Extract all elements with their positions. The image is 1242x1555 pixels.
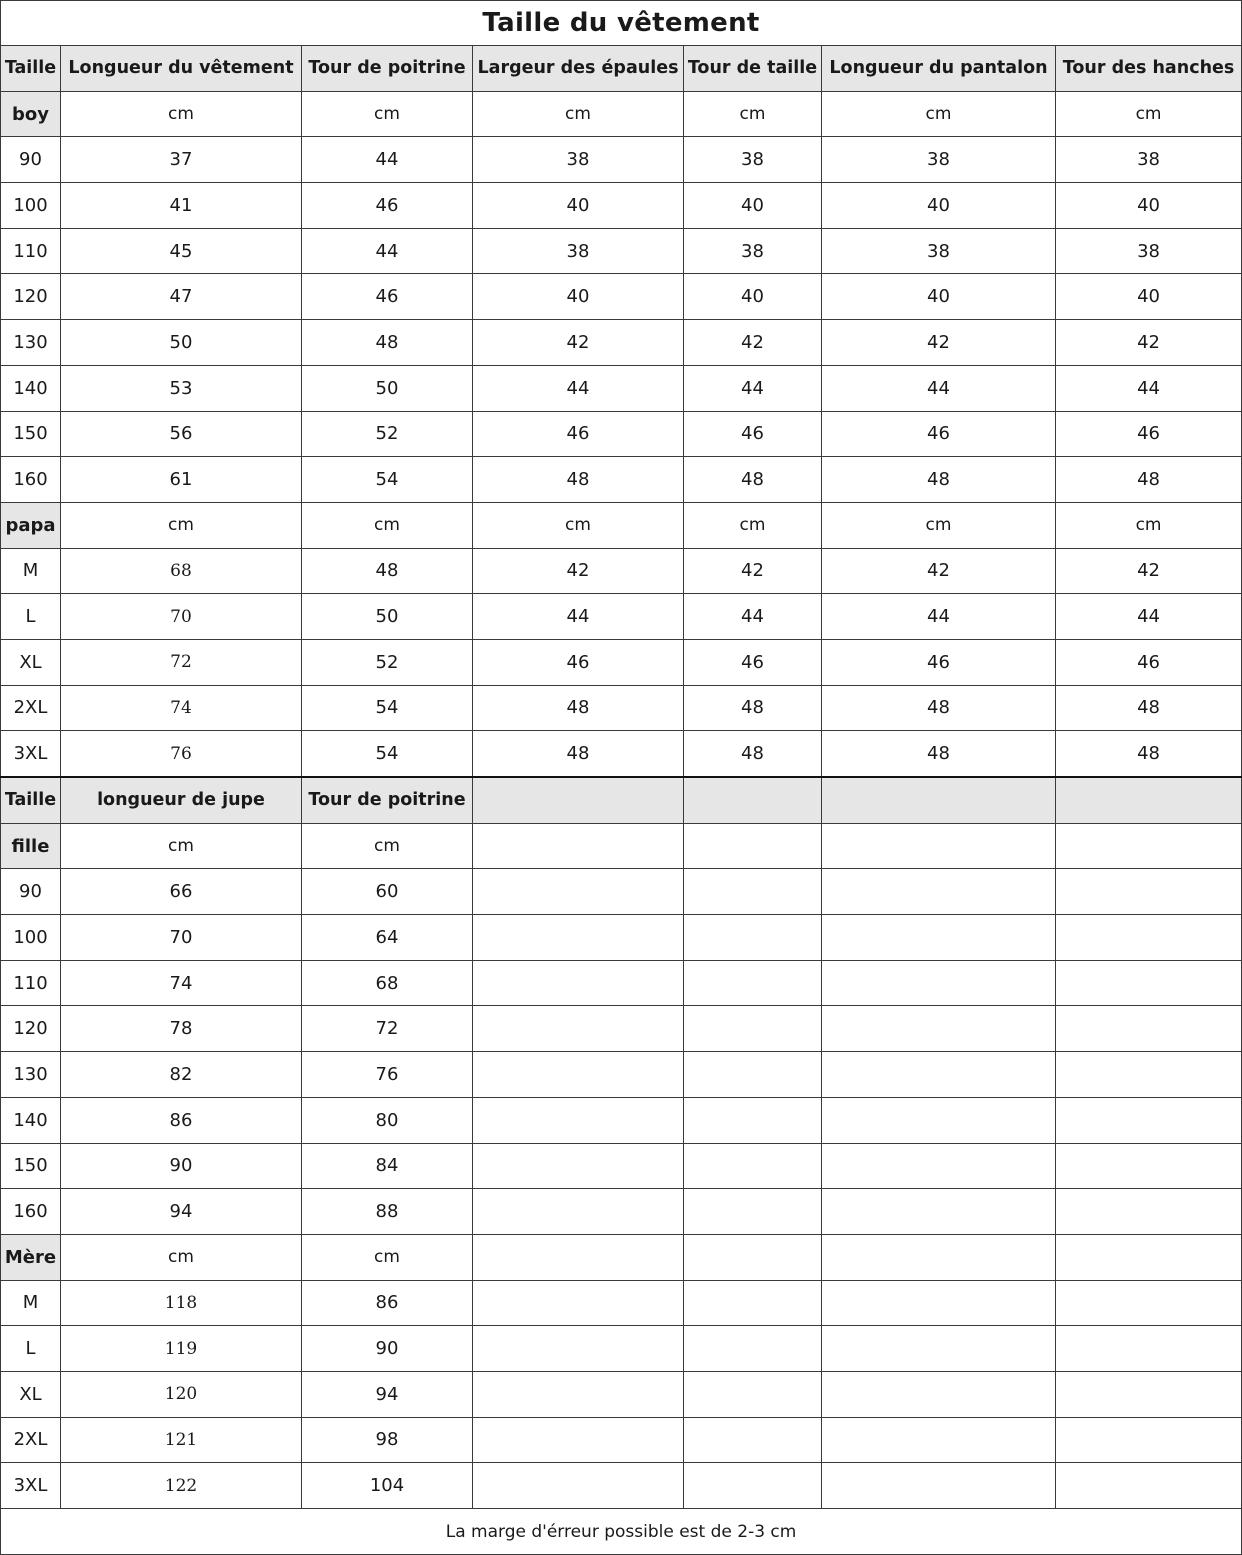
empty-cell — [822, 1326, 1056, 1372]
table-row — [1, 137, 1242, 183]
measurement-cell: 68 — [61, 548, 302, 594]
measurement-cell: 66 — [61, 869, 302, 915]
measurement-cell: 46 — [1056, 639, 1242, 685]
empty-cell — [473, 823, 684, 869]
empty-cell — [1056, 1280, 1242, 1326]
table-row — [1, 1417, 1242, 1463]
measurement-cell: 50 — [302, 594, 473, 640]
unit-cell: cm — [302, 1234, 473, 1280]
measurement-cell: 86 — [61, 1097, 302, 1143]
table-row — [1, 457, 1242, 503]
measurement-cell: 40 — [473, 274, 684, 320]
measurement-cell: 82 — [61, 1052, 302, 1098]
table-row — [1, 960, 1242, 1006]
empty-cell — [473, 1371, 684, 1417]
empty-cell — [1056, 1326, 1242, 1372]
column-header: Largeur des épaules — [473, 46, 684, 92]
empty-cell — [822, 1371, 1056, 1417]
table-row — [1, 228, 1242, 274]
size-cell: 160 — [1, 1189, 61, 1235]
empty-cell — [473, 1280, 684, 1326]
measurement-cell: 86 — [302, 1280, 473, 1326]
measurement-cell: 70 — [61, 594, 302, 640]
measurement-cell: 46 — [684, 639, 822, 685]
table-row — [1, 1097, 1242, 1143]
table-row — [1, 1326, 1242, 1372]
size-cell: 140 — [1, 365, 61, 411]
measurement-cell: 121 — [61, 1417, 302, 1463]
table-row — [1, 594, 1242, 640]
unit-cell: cm — [61, 502, 302, 548]
measurement-cell: 48 — [822, 685, 1056, 731]
measurement-cell: 42 — [1056, 320, 1242, 366]
measurement-cell: 54 — [302, 685, 473, 731]
column-header: longueur de jupe — [61, 777, 302, 823]
measurement-cell: 76 — [61, 731, 302, 777]
measurement-cell: 90 — [61, 1143, 302, 1189]
measurement-cell: 38 — [822, 137, 1056, 183]
column-header: Tour de poitrine — [302, 777, 473, 823]
empty-cell — [473, 915, 684, 961]
measurement-cell: 40 — [684, 274, 822, 320]
unit-cell: cm — [1056, 502, 1242, 548]
empty-cell — [822, 823, 1056, 869]
measurement-cell: 74 — [61, 960, 302, 1006]
measurement-cell: 40 — [473, 183, 684, 229]
table-row — [1, 1463, 1242, 1509]
table-row — [1, 869, 1242, 915]
measurement-cell: 68 — [302, 960, 473, 1006]
empty-cell — [684, 1052, 822, 1098]
size-cell: M — [1, 1280, 61, 1326]
size-cell: L — [1, 594, 61, 640]
unit-cell: cm — [302, 91, 473, 137]
empty-cell — [473, 1417, 684, 1463]
measurement-cell: 48 — [1056, 685, 1242, 731]
empty-cell — [473, 960, 684, 1006]
measurement-cell: 48 — [473, 685, 684, 731]
unit-cell: cm — [302, 823, 473, 869]
table-row — [1, 1371, 1242, 1417]
size-cell: 2XL — [1, 1417, 61, 1463]
measurement-cell: 52 — [302, 639, 473, 685]
empty-cell — [822, 1189, 1056, 1235]
empty-cell — [1056, 915, 1242, 961]
table-row — [1, 183, 1242, 229]
empty-cell — [684, 1006, 822, 1052]
measurement-cell: 42 — [822, 548, 1056, 594]
empty-cell — [822, 915, 1056, 961]
measurement-cell: 44 — [822, 365, 1056, 411]
measurement-cell: 94 — [61, 1189, 302, 1235]
size-cell: 3XL — [1, 731, 61, 777]
measurement-cell: 48 — [473, 457, 684, 503]
measurement-cell: 88 — [302, 1189, 473, 1235]
measurement-cell: 118 — [61, 1280, 302, 1326]
empty-header-cell — [822, 777, 1056, 823]
empty-header-cell — [684, 777, 822, 823]
measurement-cell: 46 — [473, 639, 684, 685]
measurement-cell: 61 — [61, 457, 302, 503]
empty-cell — [684, 869, 822, 915]
measurement-cell: 48 — [684, 731, 822, 777]
footer-row — [1, 1509, 1242, 1555]
empty-cell — [684, 1280, 822, 1326]
empty-cell — [684, 915, 822, 961]
size-cell: L — [1, 1326, 61, 1372]
table-row — [1, 1143, 1242, 1189]
measurement-cell: 44 — [473, 365, 684, 411]
measurement-cell: 38 — [473, 137, 684, 183]
measurement-cell: 72 — [61, 639, 302, 685]
measurement-cell: 38 — [822, 228, 1056, 274]
measurement-cell: 42 — [473, 548, 684, 594]
measurement-cell: 78 — [61, 1006, 302, 1052]
measurement-cell: 44 — [1056, 594, 1242, 640]
size-cell: 150 — [1, 411, 61, 457]
empty-cell — [684, 960, 822, 1006]
empty-cell — [684, 1234, 822, 1280]
size-cell: 160 — [1, 457, 61, 503]
column-header: Longueur du vêtement — [61, 46, 302, 92]
measurement-cell: 38 — [684, 137, 822, 183]
empty-cell — [473, 1006, 684, 1052]
table-row — [1, 1280, 1242, 1326]
size-cell: 3XL — [1, 1463, 61, 1509]
measurement-cell: 119 — [61, 1326, 302, 1372]
measurement-cell: 48 — [473, 731, 684, 777]
size-cell: 120 — [1, 274, 61, 320]
empty-cell — [473, 1189, 684, 1235]
size-cell: 100 — [1, 183, 61, 229]
measurement-cell: 46 — [822, 639, 1056, 685]
column-header: Tour de taille — [684, 46, 822, 92]
size-cell: 110 — [1, 960, 61, 1006]
size-cell: 110 — [1, 228, 61, 274]
measurement-cell: 54 — [302, 457, 473, 503]
table-row — [1, 411, 1242, 457]
measurement-cell: 52 — [302, 411, 473, 457]
table-row — [1, 731, 1242, 777]
measurement-cell: 48 — [1056, 731, 1242, 777]
empty-cell — [473, 1234, 684, 1280]
empty-cell — [1056, 1097, 1242, 1143]
table-row — [1, 639, 1242, 685]
empty-cell — [1056, 1189, 1242, 1235]
measurement-cell: 38 — [1056, 137, 1242, 183]
empty-cell — [822, 1417, 1056, 1463]
table-row — [1, 548, 1242, 594]
size-table-body — [1, 1, 1242, 1555]
measurement-cell: 46 — [684, 411, 822, 457]
measurement-cell: 44 — [302, 228, 473, 274]
size-cell: 140 — [1, 1097, 61, 1143]
measurement-cell: 48 — [302, 320, 473, 366]
measurement-cell: 44 — [1056, 365, 1242, 411]
measurement-cell: 48 — [1056, 457, 1242, 503]
section-label: boy — [1, 91, 61, 137]
measurement-cell: 90 — [302, 1326, 473, 1372]
table-row — [1, 274, 1242, 320]
unit-cell: cm — [61, 823, 302, 869]
empty-cell — [1056, 1006, 1242, 1052]
measurement-cell: 46 — [822, 411, 1056, 457]
table-row — [1, 685, 1242, 731]
empty-cell — [473, 869, 684, 915]
measurement-cell: 42 — [684, 548, 822, 594]
measurement-cell: 53 — [61, 365, 302, 411]
empty-cell — [684, 1189, 822, 1235]
column-header: Longueur du pantalon — [822, 46, 1056, 92]
measurement-cell: 94 — [302, 1371, 473, 1417]
unit-cell: cm — [684, 502, 822, 548]
size-cell: 90 — [1, 869, 61, 915]
measurement-cell: 41 — [61, 183, 302, 229]
measurement-cell: 48 — [822, 457, 1056, 503]
empty-cell — [822, 1234, 1056, 1280]
empty-cell — [684, 1097, 822, 1143]
section-units-row — [1, 823, 1242, 869]
measurement-cell: 80 — [302, 1097, 473, 1143]
empty-cell — [1056, 1417, 1242, 1463]
measurement-cell: 48 — [684, 685, 822, 731]
section-units-row — [1, 91, 1242, 137]
measurement-cell: 54 — [302, 731, 473, 777]
measurement-cell: 44 — [302, 137, 473, 183]
measurement-cell: 48 — [822, 731, 1056, 777]
section-label: papa — [1, 502, 61, 548]
size-cell: 150 — [1, 1143, 61, 1189]
empty-cell — [822, 1006, 1056, 1052]
unit-cell: cm — [822, 502, 1056, 548]
table-row — [1, 1189, 1242, 1235]
measurement-cell: 40 — [1056, 183, 1242, 229]
measurement-cell: 40 — [684, 183, 822, 229]
unit-cell: cm — [473, 91, 684, 137]
empty-cell — [684, 823, 822, 869]
upper-header-row — [1, 46, 1242, 92]
empty-cell — [822, 869, 1056, 915]
empty-cell — [822, 1097, 1056, 1143]
unit-cell: cm — [822, 91, 1056, 137]
size-cell: M — [1, 548, 61, 594]
empty-cell — [684, 1371, 822, 1417]
measurement-cell: 104 — [302, 1463, 473, 1509]
size-cell: 2XL — [1, 685, 61, 731]
measurement-cell: 74 — [61, 685, 302, 731]
measurement-cell: 76 — [302, 1052, 473, 1098]
empty-cell — [822, 960, 1056, 1006]
section-label: Mère — [1, 1234, 61, 1280]
empty-cell — [473, 1143, 684, 1189]
size-cell: XL — [1, 639, 61, 685]
size-cell: 120 — [1, 1006, 61, 1052]
chart-title: Taille du vêtement — [1, 1, 1242, 46]
measurement-cell: 64 — [302, 915, 473, 961]
measurement-cell: 38 — [684, 228, 822, 274]
measurement-cell: 60 — [302, 869, 473, 915]
table-row — [1, 1006, 1242, 1052]
empty-cell — [1056, 960, 1242, 1006]
empty-cell — [473, 1326, 684, 1372]
measurement-cell: 48 — [684, 457, 822, 503]
measurement-cell: 72 — [302, 1006, 473, 1052]
empty-cell — [684, 1417, 822, 1463]
measurement-cell: 37 — [61, 137, 302, 183]
column-header: Tour des hanches — [1056, 46, 1242, 92]
measurement-cell: 44 — [473, 594, 684, 640]
error-margin-note: La marge d'érreur possible est de 2-3 cm — [1, 1509, 1242, 1555]
measurement-cell: 42 — [684, 320, 822, 366]
measurement-cell: 70 — [61, 915, 302, 961]
measurement-cell: 46 — [1056, 411, 1242, 457]
measurement-cell: 45 — [61, 228, 302, 274]
unit-cell: cm — [61, 1234, 302, 1280]
measurement-cell: 47 — [61, 274, 302, 320]
table-row — [1, 365, 1242, 411]
column-header: Tour de poitrine — [302, 46, 473, 92]
lower-header-row — [1, 777, 1242, 823]
empty-cell — [473, 1052, 684, 1098]
empty-cell — [473, 1463, 684, 1509]
measurement-cell: 46 — [302, 274, 473, 320]
empty-cell — [822, 1280, 1056, 1326]
measurement-cell: 120 — [61, 1371, 302, 1417]
measurement-cell: 38 — [1056, 228, 1242, 274]
empty-cell — [1056, 1143, 1242, 1189]
unit-cell: cm — [302, 502, 473, 548]
empty-cell — [822, 1143, 1056, 1189]
size-cell: 100 — [1, 915, 61, 961]
unit-cell: cm — [61, 91, 302, 137]
empty-cell — [1056, 823, 1242, 869]
measurement-cell: 56 — [61, 411, 302, 457]
table-row — [1, 320, 1242, 366]
measurement-cell: 84 — [302, 1143, 473, 1189]
empty-cell — [1056, 1463, 1242, 1509]
section-label: fille — [1, 823, 61, 869]
empty-cell — [684, 1463, 822, 1509]
column-header: Taille — [1, 46, 61, 92]
empty-header-cell — [473, 777, 684, 823]
empty-cell — [1056, 1052, 1242, 1098]
unit-cell: cm — [473, 502, 684, 548]
measurement-cell: 48 — [302, 548, 473, 594]
measurement-cell: 122 — [61, 1463, 302, 1509]
section-units-row — [1, 1234, 1242, 1280]
measurement-cell: 98 — [302, 1417, 473, 1463]
measurement-cell: 42 — [473, 320, 684, 366]
measurement-cell: 40 — [822, 183, 1056, 229]
measurement-cell: 40 — [1056, 274, 1242, 320]
size-cell: 130 — [1, 1052, 61, 1098]
measurement-cell: 46 — [302, 183, 473, 229]
unit-cell: cm — [1056, 91, 1242, 137]
measurement-cell: 44 — [822, 594, 1056, 640]
measurement-cell: 44 — [684, 594, 822, 640]
empty-cell — [684, 1143, 822, 1189]
measurement-cell: 42 — [1056, 548, 1242, 594]
size-cell: 90 — [1, 137, 61, 183]
table-row — [1, 915, 1242, 961]
column-header: Taille — [1, 777, 61, 823]
size-cell: XL — [1, 1371, 61, 1417]
measurement-cell: 40 — [822, 274, 1056, 320]
empty-cell — [473, 1097, 684, 1143]
empty-cell — [1056, 1371, 1242, 1417]
empty-header-cell — [1056, 777, 1242, 823]
measurement-cell: 46 — [473, 411, 684, 457]
empty-cell — [822, 1463, 1056, 1509]
size-cell: 130 — [1, 320, 61, 366]
measurement-cell: 44 — [684, 365, 822, 411]
measurement-cell: 50 — [61, 320, 302, 366]
unit-cell: cm — [684, 91, 822, 137]
empty-cell — [822, 1052, 1056, 1098]
section-units-row — [1, 502, 1242, 548]
empty-cell — [1056, 869, 1242, 915]
measurement-cell: 50 — [302, 365, 473, 411]
measurement-cell: 38 — [473, 228, 684, 274]
empty-cell — [684, 1326, 822, 1372]
table-row — [1, 1052, 1242, 1098]
measurement-cell: 42 — [822, 320, 1056, 366]
empty-cell — [1056, 1234, 1242, 1280]
